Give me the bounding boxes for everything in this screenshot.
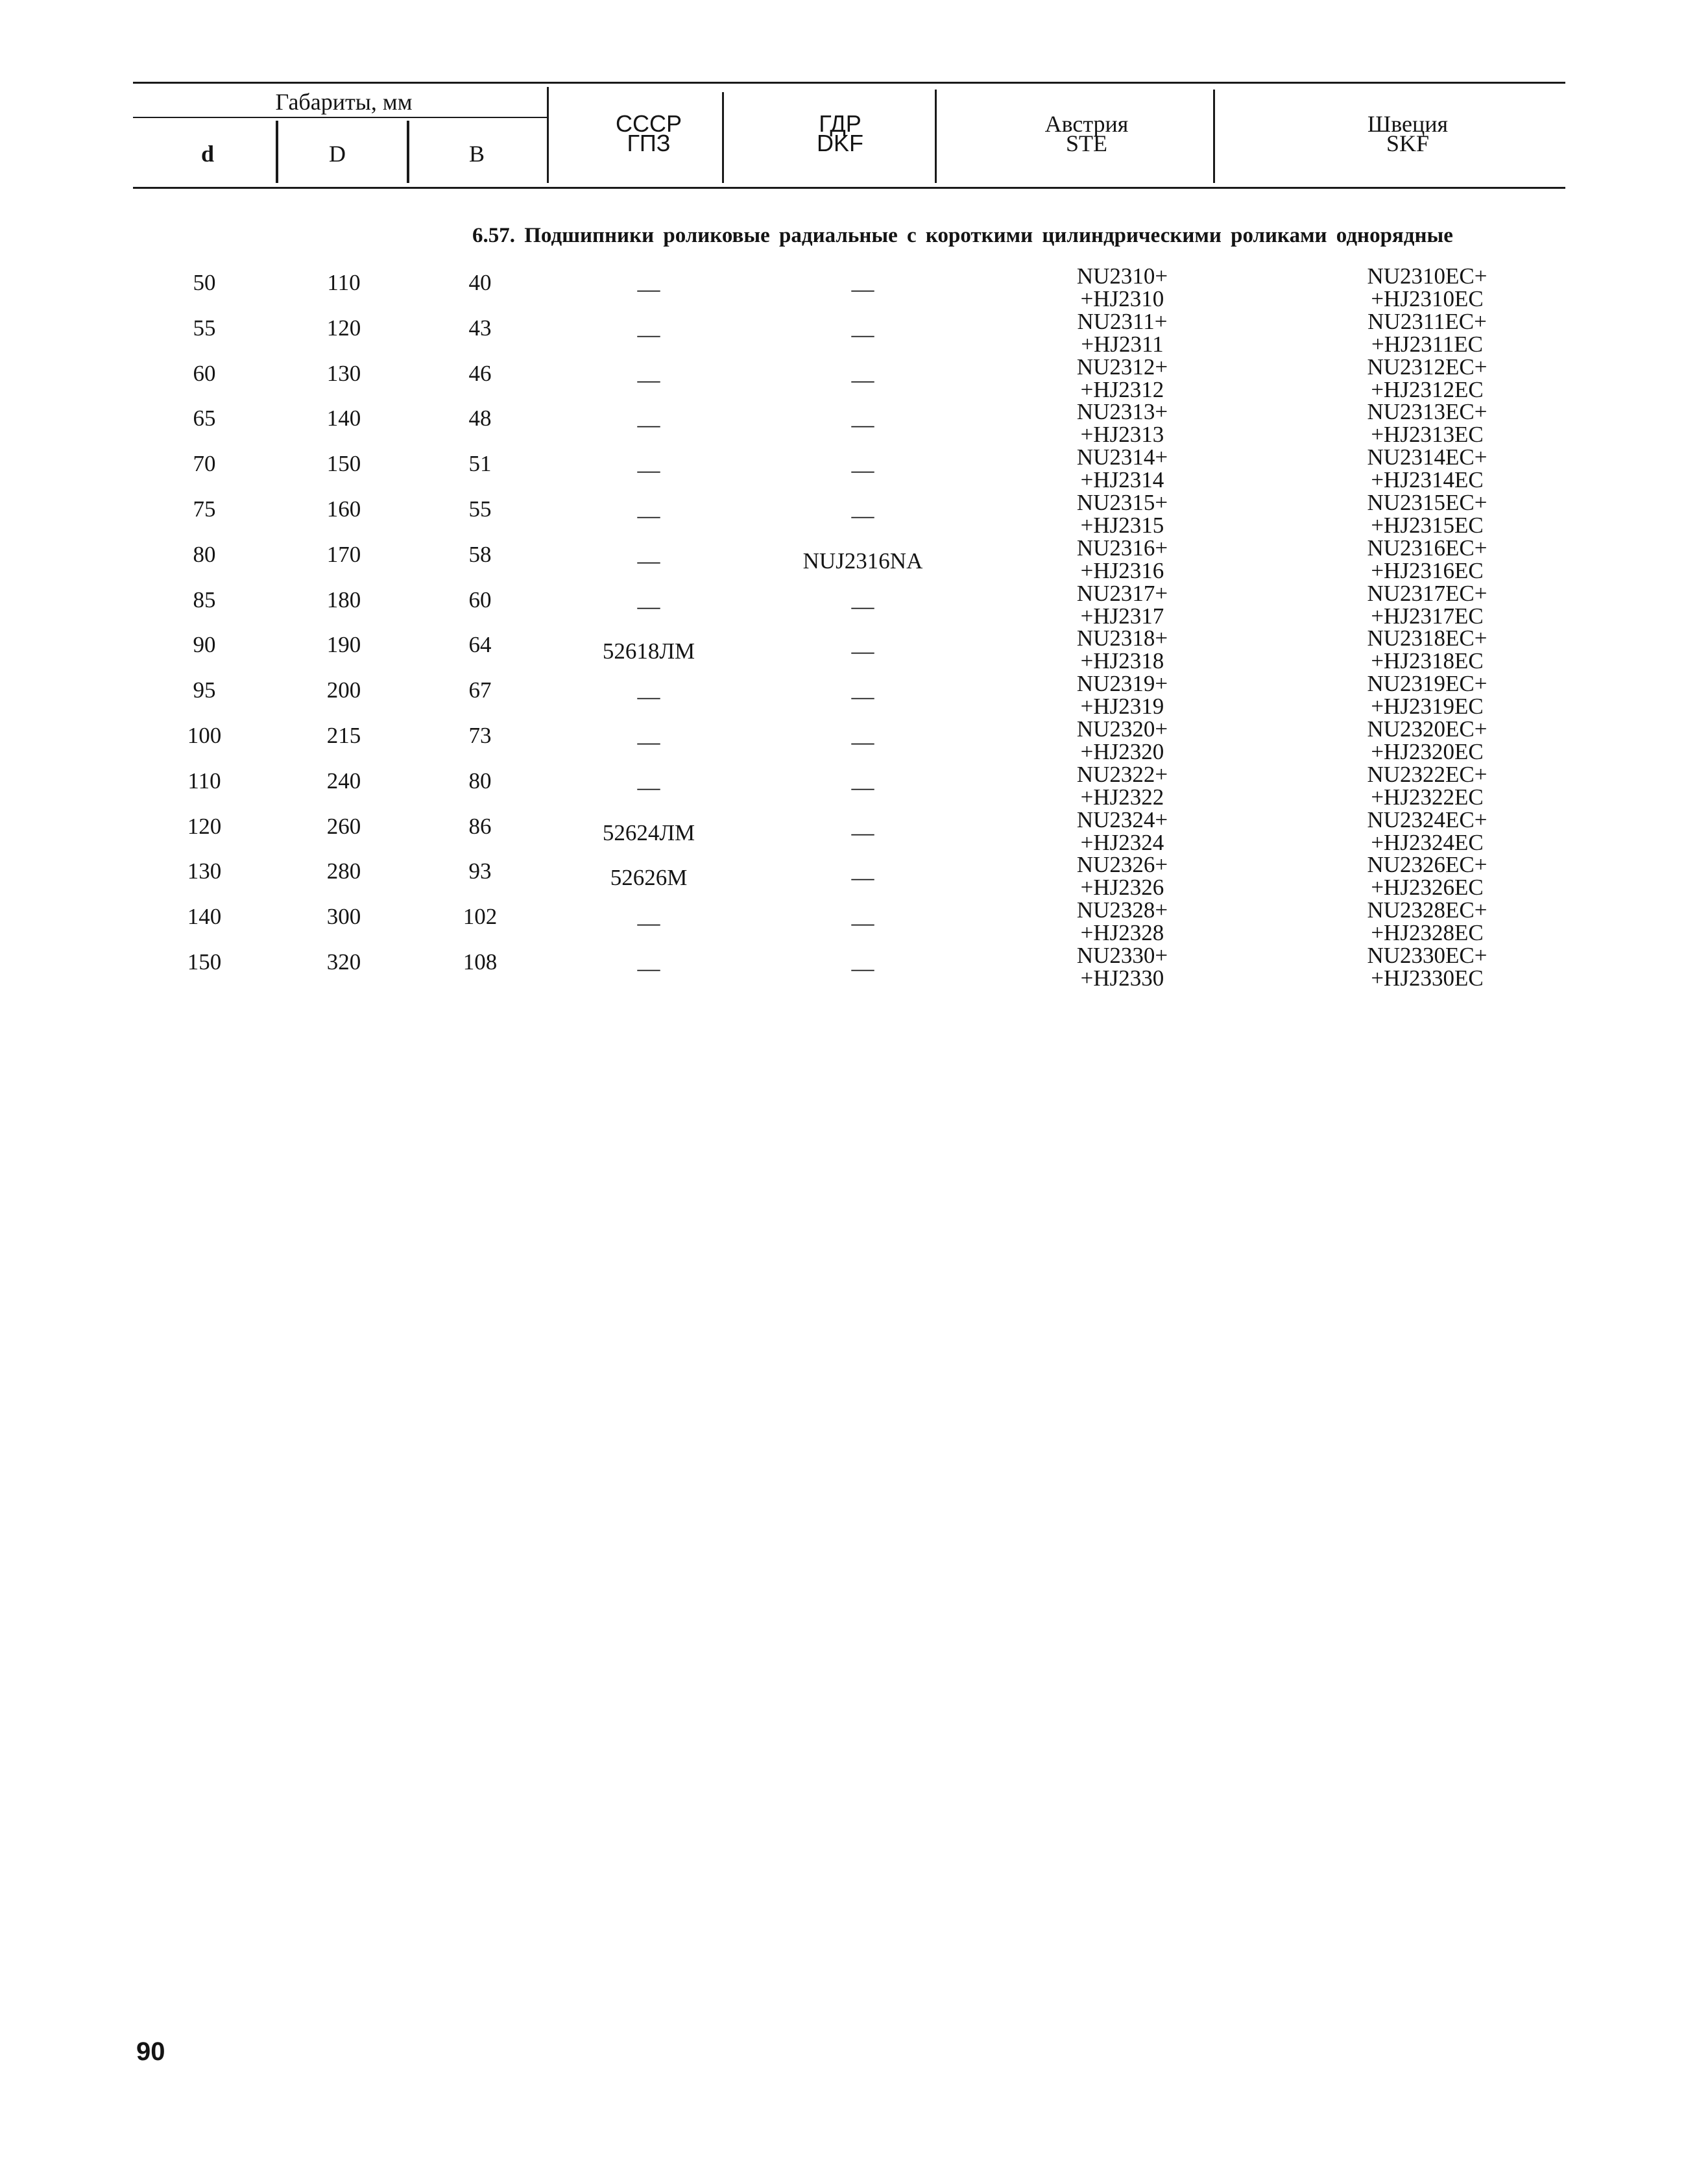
row-skf-line: NU2318EC+ bbox=[1367, 625, 1487, 651]
row-ussr: — bbox=[637, 910, 660, 936]
row-B: 48 bbox=[468, 406, 492, 431]
row-ste bbox=[999, 853, 1246, 899]
row-ste-line: +HJ2313 bbox=[1080, 422, 1164, 448]
row-ste bbox=[999, 808, 1246, 854]
row-skf-line: NU2314EC+ bbox=[1367, 444, 1487, 470]
row-ste-line: NU2317+ bbox=[1076, 580, 1168, 606]
row-d: 55 bbox=[193, 315, 216, 341]
col-header-austria-country: Австрия bbox=[1044, 111, 1129, 137]
row-ussr: — bbox=[637, 729, 660, 755]
row-D: 130 bbox=[326, 360, 361, 386]
row-D: 170 bbox=[326, 541, 361, 567]
row-skf-line: +HJ2320EC bbox=[1371, 739, 1484, 764]
row-skf-line: NU2315EC+ bbox=[1367, 490, 1487, 515]
row-skf bbox=[1291, 672, 1563, 718]
row-gdr: — bbox=[851, 819, 874, 845]
row-ussr: 52626М bbox=[610, 865, 688, 891]
row-skf bbox=[1291, 491, 1563, 537]
row-d: 50 bbox=[193, 270, 216, 295]
row-gdr: — bbox=[851, 321, 874, 347]
row-B: 55 bbox=[468, 496, 492, 522]
row-ussr: — bbox=[637, 774, 660, 800]
row-skf bbox=[1291, 446, 1563, 491]
row-skf-line: +HJ2319EC bbox=[1371, 694, 1484, 720]
table-row bbox=[0, 853, 1686, 899]
row-skf-line: NU2324EC+ bbox=[1367, 807, 1487, 832]
row-skf-line: NU2322EC+ bbox=[1367, 761, 1487, 787]
row-skf bbox=[1291, 718, 1563, 763]
table-row bbox=[0, 672, 1686, 718]
row-gdr: — bbox=[851, 774, 874, 800]
row-ste-line: +HJ2311 bbox=[1081, 331, 1164, 357]
row-d: 70 bbox=[193, 451, 216, 477]
row-d: 120 bbox=[187, 813, 222, 839]
row-ste bbox=[999, 537, 1246, 582]
row-gdr: — bbox=[851, 276, 874, 302]
row-skf-line: +HJ2311EC bbox=[1371, 331, 1484, 357]
row-D: 280 bbox=[326, 858, 361, 884]
row-B: 58 bbox=[468, 541, 492, 567]
row-ste-line: NU2310+ bbox=[1076, 263, 1168, 289]
row-gdr: — bbox=[851, 910, 874, 936]
row-skf bbox=[1291, 808, 1563, 854]
col-header-B: B bbox=[468, 141, 485, 167]
row-skf-line: NU2326EC+ bbox=[1367, 852, 1487, 878]
row-ste bbox=[999, 582, 1246, 627]
row-d: 65 bbox=[193, 406, 216, 431]
table-row bbox=[0, 627, 1686, 672]
divider-gdr-austria bbox=[935, 90, 937, 183]
row-B: 102 bbox=[463, 904, 498, 930]
row-D: 260 bbox=[326, 813, 361, 839]
row-ste-line: +HJ2330 bbox=[1080, 965, 1164, 991]
group-label-dimensions: Габариты, мм bbox=[275, 89, 413, 115]
row-skf bbox=[1291, 944, 1563, 989]
row-gdr: — bbox=[851, 367, 874, 393]
row-ste bbox=[999, 672, 1246, 718]
row-ste-line: +HJ2320 bbox=[1080, 739, 1164, 764]
row-skf-line: +HJ2318EC bbox=[1371, 648, 1484, 674]
row-ste-line: +HJ2315 bbox=[1080, 513, 1164, 538]
table-row bbox=[0, 899, 1686, 944]
row-ussr: 52618ЛМ bbox=[602, 638, 695, 664]
row-d: 75 bbox=[193, 496, 216, 522]
row-B: 93 bbox=[468, 858, 492, 884]
row-ste-line: NU2328+ bbox=[1076, 897, 1168, 923]
col-header-gdr-country: ГДР bbox=[819, 110, 861, 137]
row-ste-line: NU2316+ bbox=[1076, 535, 1168, 561]
table-row bbox=[0, 400, 1686, 446]
row-skf bbox=[1291, 537, 1563, 582]
col-header-ussr-country: СССР bbox=[615, 110, 682, 137]
row-gdr: NUJ2316NA bbox=[802, 548, 923, 574]
row-B: 108 bbox=[463, 949, 498, 975]
row-ussr: — bbox=[637, 457, 660, 483]
row-ussr: — bbox=[637, 412, 660, 438]
row-d: 110 bbox=[187, 768, 221, 794]
row-ste-line: +HJ2318 bbox=[1080, 648, 1164, 674]
row-ste-line: NU2311+ bbox=[1077, 308, 1168, 334]
row-ste bbox=[999, 446, 1246, 491]
col-header-sweden-country: Швеция bbox=[1367, 111, 1449, 137]
row-ussr: 52624ЛМ bbox=[602, 819, 695, 845]
table-row bbox=[0, 718, 1686, 763]
row-D: 300 bbox=[326, 904, 361, 930]
row-skf-line: +HJ2324EC bbox=[1371, 829, 1484, 855]
row-d: 100 bbox=[187, 723, 222, 748]
row-skf-line: +HJ2312EC bbox=[1371, 376, 1484, 402]
divider-D-B bbox=[407, 121, 409, 183]
table-row bbox=[0, 446, 1686, 491]
row-ussr: — bbox=[637, 548, 660, 574]
row-d: 85 bbox=[193, 587, 216, 613]
row-skf-line: NU2317EC+ bbox=[1367, 580, 1487, 606]
row-ste-line: +HJ2324 bbox=[1080, 829, 1164, 855]
table-row bbox=[0, 356, 1686, 401]
row-skf bbox=[1291, 899, 1563, 944]
row-skf-line: NU2328EC+ bbox=[1367, 897, 1487, 923]
col-header-d: d bbox=[200, 141, 215, 167]
page-number: 90 bbox=[136, 2037, 165, 2066]
row-d: 60 bbox=[193, 360, 216, 386]
row-D: 120 bbox=[326, 315, 361, 341]
row-ste-line: +HJ2317 bbox=[1080, 603, 1164, 629]
top-rule bbox=[133, 82, 1565, 84]
row-skf bbox=[1291, 356, 1563, 401]
row-D: 110 bbox=[327, 270, 361, 295]
row-skf-line: +HJ2313EC bbox=[1371, 422, 1484, 448]
row-ste bbox=[999, 491, 1246, 537]
row-D: 215 bbox=[326, 723, 361, 748]
row-skf bbox=[1291, 763, 1563, 808]
row-ussr: — bbox=[637, 503, 660, 528]
table-row bbox=[0, 944, 1686, 989]
row-ste-line: NU2320+ bbox=[1076, 716, 1168, 742]
row-B: 51 bbox=[468, 451, 492, 477]
row-ste bbox=[999, 310, 1246, 356]
row-ste bbox=[999, 627, 1246, 672]
row-gdr: — bbox=[851, 729, 874, 755]
col-header-ussr-maker: ГПЗ bbox=[627, 130, 671, 156]
row-ste-line: +HJ2328 bbox=[1080, 920, 1164, 946]
row-skf-line: NU2313EC+ bbox=[1367, 399, 1487, 425]
row-ussr: — bbox=[637, 684, 660, 710]
row-ste-line: NU2312+ bbox=[1076, 354, 1168, 380]
row-skf-line: +HJ2328EC bbox=[1371, 920, 1484, 946]
row-D: 190 bbox=[326, 632, 361, 658]
row-skf-line: NU2330EC+ bbox=[1367, 943, 1487, 968]
row-ste-line: +HJ2326 bbox=[1080, 875, 1164, 901]
row-skf bbox=[1291, 627, 1563, 672]
row-D: 160 bbox=[326, 496, 361, 522]
row-ste-line: NU2319+ bbox=[1076, 671, 1168, 697]
row-ste bbox=[999, 763, 1246, 808]
row-D: 150 bbox=[326, 451, 361, 477]
row-D: 320 bbox=[326, 949, 361, 975]
col-header-sweden-maker: SKF bbox=[1386, 130, 1430, 156]
table-row bbox=[0, 763, 1686, 808]
row-B: 80 bbox=[468, 768, 492, 794]
row-d: 140 bbox=[187, 904, 222, 930]
row-gdr: — bbox=[851, 457, 874, 483]
row-d: 95 bbox=[193, 677, 216, 703]
row-skf-line: +HJ2310EC bbox=[1371, 286, 1484, 311]
row-ste-line: +HJ2310 bbox=[1080, 286, 1164, 311]
row-skf-line: +HJ2316EC bbox=[1371, 557, 1484, 583]
row-gdr: — bbox=[851, 638, 874, 664]
row-ste-line: +HJ2319 bbox=[1080, 694, 1164, 720]
header-bottom-rule bbox=[133, 187, 1565, 189]
row-skf-line: NU2311EC+ bbox=[1367, 308, 1487, 334]
row-D: 200 bbox=[326, 677, 361, 703]
table-caption: 6.57. Подшипники роликовые радиальные с короткими цилиндрическими роликами однорядные bbox=[472, 224, 1453, 247]
row-gdr: — bbox=[851, 956, 874, 981]
row-B: 73 bbox=[468, 723, 492, 748]
divider-dims-ussr bbox=[547, 87, 549, 183]
table-row bbox=[0, 808, 1686, 854]
row-skf bbox=[1291, 400, 1563, 446]
divider-austria-sweden bbox=[1213, 90, 1215, 183]
group-underline bbox=[133, 117, 548, 118]
row-d: 90 bbox=[193, 632, 216, 658]
row-skf-line: NU2320EC+ bbox=[1367, 716, 1487, 742]
row-skf-line: +HJ2322EC bbox=[1371, 784, 1484, 810]
row-ste bbox=[999, 944, 1246, 989]
row-B: 67 bbox=[468, 677, 492, 703]
table-row bbox=[0, 491, 1686, 537]
row-ste-line: NU2322+ bbox=[1076, 761, 1168, 787]
row-gdr: — bbox=[851, 865, 874, 891]
col-header-D: D bbox=[329, 141, 346, 167]
row-ste-line: +HJ2316 bbox=[1080, 557, 1164, 583]
row-D: 140 bbox=[326, 406, 361, 431]
row-skf-line: NU2312EC+ bbox=[1367, 354, 1487, 380]
row-B: 64 bbox=[468, 632, 492, 658]
row-skf bbox=[1291, 582, 1563, 627]
row-skf bbox=[1291, 310, 1563, 356]
row-ste-line: +HJ2322 bbox=[1080, 784, 1164, 810]
col-header-austria-maker: STE bbox=[1065, 130, 1107, 156]
row-d: 150 bbox=[187, 949, 222, 975]
row-B: 46 bbox=[468, 360, 492, 386]
row-ste-line: NU2326+ bbox=[1076, 852, 1168, 878]
row-ste-line: NU2315+ bbox=[1076, 490, 1168, 515]
row-gdr: — bbox=[851, 593, 874, 619]
row-B: 43 bbox=[468, 315, 492, 341]
row-gdr: — bbox=[851, 503, 874, 528]
row-gdr: — bbox=[851, 412, 874, 438]
row-B: 40 bbox=[468, 270, 492, 295]
row-ste-line: NU2330+ bbox=[1076, 943, 1168, 968]
row-ste-line: +HJ2314 bbox=[1080, 467, 1164, 493]
row-skf-line: NU2310EC+ bbox=[1367, 263, 1487, 289]
row-D: 180 bbox=[326, 587, 361, 613]
col-header-gdr-maker: DKF bbox=[817, 130, 863, 156]
table-row bbox=[0, 582, 1686, 627]
row-ussr: — bbox=[637, 321, 660, 347]
row-ste-line: NU2318+ bbox=[1076, 625, 1168, 651]
table-row bbox=[0, 265, 1686, 310]
row-skf-line: NU2319EC+ bbox=[1367, 671, 1487, 697]
row-skf-line: +HJ2326EC bbox=[1371, 875, 1484, 901]
row-B: 86 bbox=[468, 813, 492, 839]
row-ste-line: NU2314+ bbox=[1076, 444, 1168, 470]
row-ussr: — bbox=[637, 367, 660, 393]
row-skf bbox=[1291, 265, 1563, 310]
row-skf-line: NU2316EC+ bbox=[1367, 535, 1487, 561]
row-skf bbox=[1291, 853, 1563, 899]
row-skf-line: +HJ2317EC bbox=[1371, 603, 1484, 629]
row-D: 240 bbox=[326, 768, 361, 794]
row-ste-line: NU2313+ bbox=[1076, 399, 1168, 425]
divider-d-D bbox=[276, 121, 278, 183]
row-d: 130 bbox=[187, 858, 222, 884]
row-d: 80 bbox=[193, 541, 216, 567]
row-ussr: — bbox=[637, 276, 660, 302]
row-skf-line: +HJ2330EC bbox=[1371, 965, 1484, 991]
row-B: 60 bbox=[468, 587, 492, 613]
row-ste bbox=[999, 400, 1246, 446]
row-skf-line: +HJ2314EC bbox=[1371, 467, 1484, 493]
row-ste bbox=[999, 899, 1246, 944]
row-ste bbox=[999, 356, 1246, 401]
row-ussr: — bbox=[637, 593, 660, 619]
row-ste bbox=[999, 718, 1246, 763]
table-row bbox=[0, 310, 1686, 356]
row-ussr: — bbox=[637, 956, 660, 981]
row-ste-line: +HJ2312 bbox=[1080, 376, 1164, 402]
row-gdr: — bbox=[851, 684, 874, 710]
row-ste-line: NU2324+ bbox=[1076, 807, 1168, 832]
table-row bbox=[0, 537, 1686, 582]
row-skf-line: +HJ2315EC bbox=[1371, 513, 1484, 538]
row-ste bbox=[999, 265, 1246, 310]
